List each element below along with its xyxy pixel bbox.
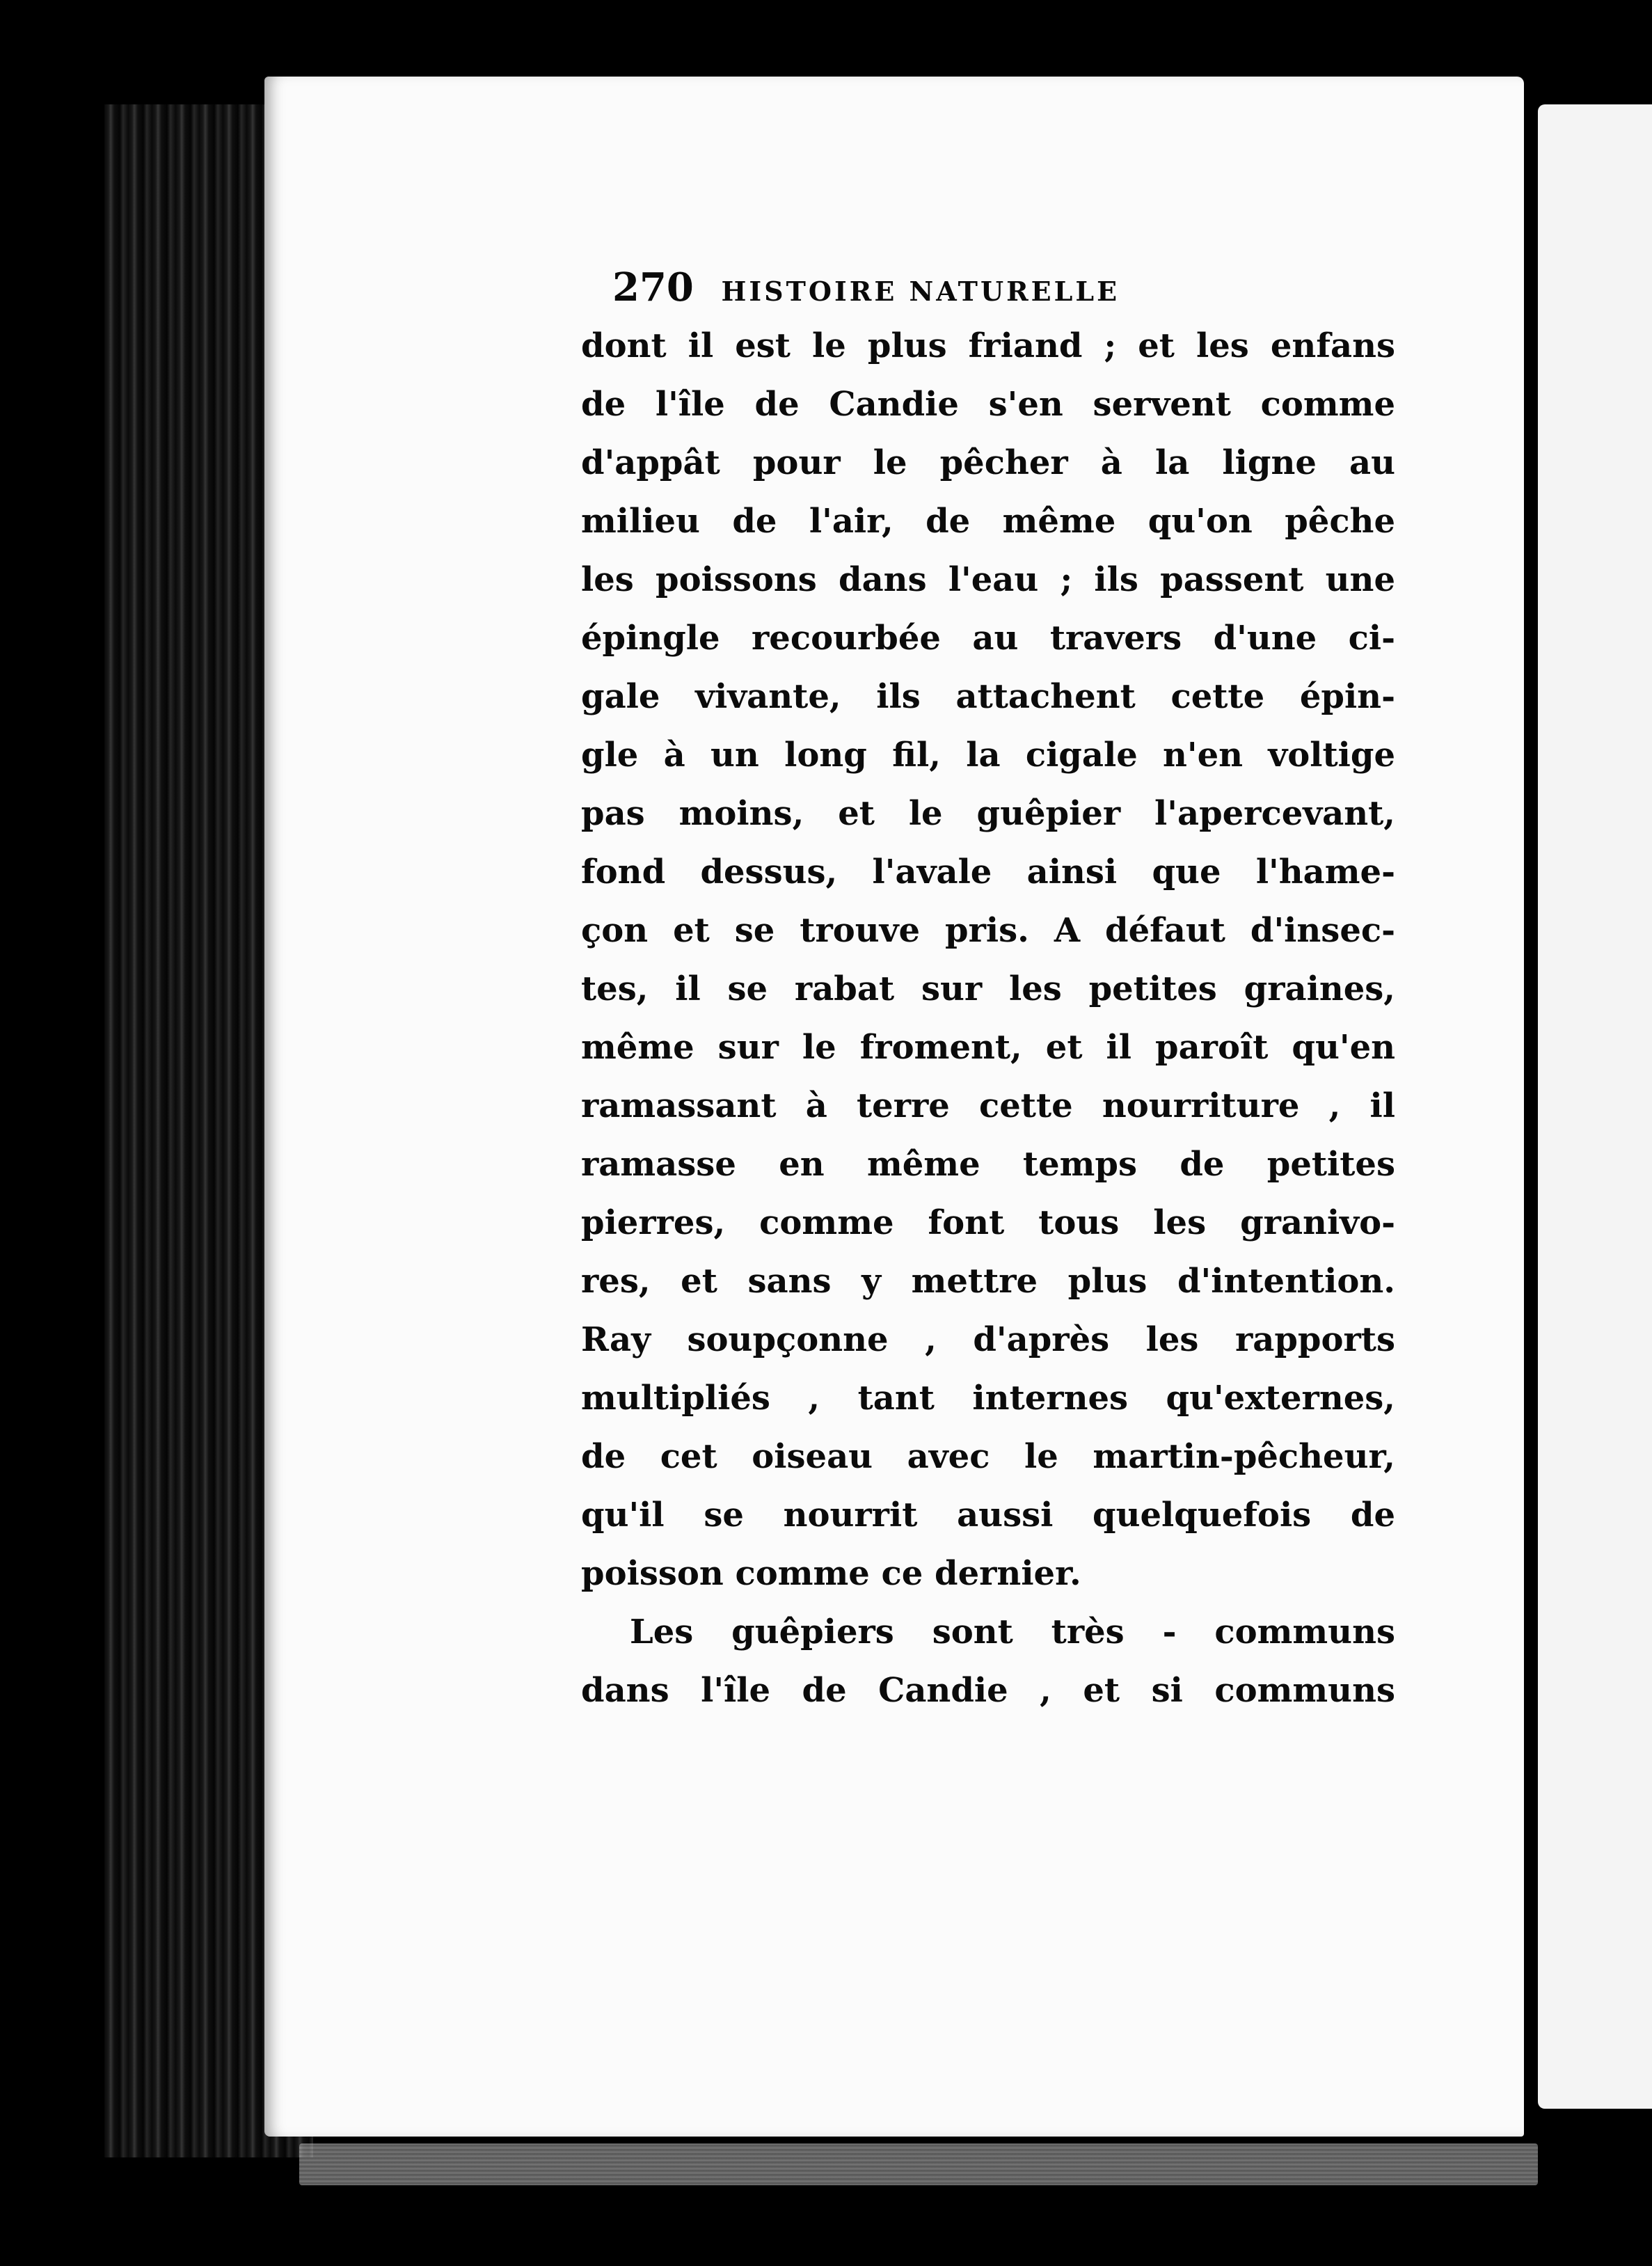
body-text — [581, 317, 1395, 1720]
running-title: HISTOIRE NATURELLE — [721, 276, 1120, 307]
text-line: dans l'île de Candie , et si communs — [581, 1671, 1395, 1710]
text-line: Ray soupçonne , d'après les rapports — [581, 1320, 1395, 1359]
text-line: ramasse en même temps de petites — [581, 1145, 1395, 1184]
text-line: gle à un long fil, la cigale n'en voltige — [581, 736, 1395, 775]
text-line: çon et se trouve pris. A défaut d'insec- — [581, 911, 1395, 950]
text-line: multipliés , tant internes qu'externes, — [581, 1379, 1395, 1418]
text-line: dont il est le plus friand ; et les enfans — [581, 326, 1395, 365]
text-line: épingle recourbée au travers d'une ci- — [581, 619, 1395, 658]
text-line: gale vivante, ils attachent cette épin- — [581, 677, 1395, 716]
page-header — [612, 264, 1120, 310]
text-line: qu'il se nourrit aussi quelquefois de — [581, 1496, 1395, 1535]
paragraph-end-line: poisson comme ce dernier. — [581, 1554, 1081, 1593]
text-line: de l'île de Candie s'en servent comme — [581, 385, 1395, 424]
page-bottom-edge — [299, 2144, 1538, 2185]
text-line: même sur le froment, et il paroît qu'en — [581, 1028, 1395, 1067]
text-line: les poissons dans l'eau ; ils passent une — [581, 560, 1395, 599]
page-number: 270 — [612, 264, 694, 310]
text-line: de cet oiseau avec le martin-pêcheur, — [581, 1437, 1395, 1476]
text-line: tes, il se rabat sur les petites graines, — [581, 969, 1395, 1008]
text-line: pierres, comme font tous les granivo- — [581, 1203, 1395, 1242]
facing-page-edge — [1538, 104, 1652, 2109]
text-line: ramassant à terre cette nourriture , il — [581, 1086, 1395, 1125]
paragraph-start-line: Les guêpiers sont très - communs — [630, 1613, 1395, 1651]
text-line: fond dessus, l'avale ainsi que l'hame- — [581, 853, 1395, 892]
text-line: milieu de l'air, de même qu'on pêche — [581, 502, 1395, 541]
text-line: res, et sans y mettre plus d'intention. — [581, 1262, 1395, 1301]
text-line: pas moins, et le guêpier l'apercevant, — [581, 794, 1395, 833]
text-line: d'appât pour le pêcher à la ligne au — [581, 443, 1395, 482]
